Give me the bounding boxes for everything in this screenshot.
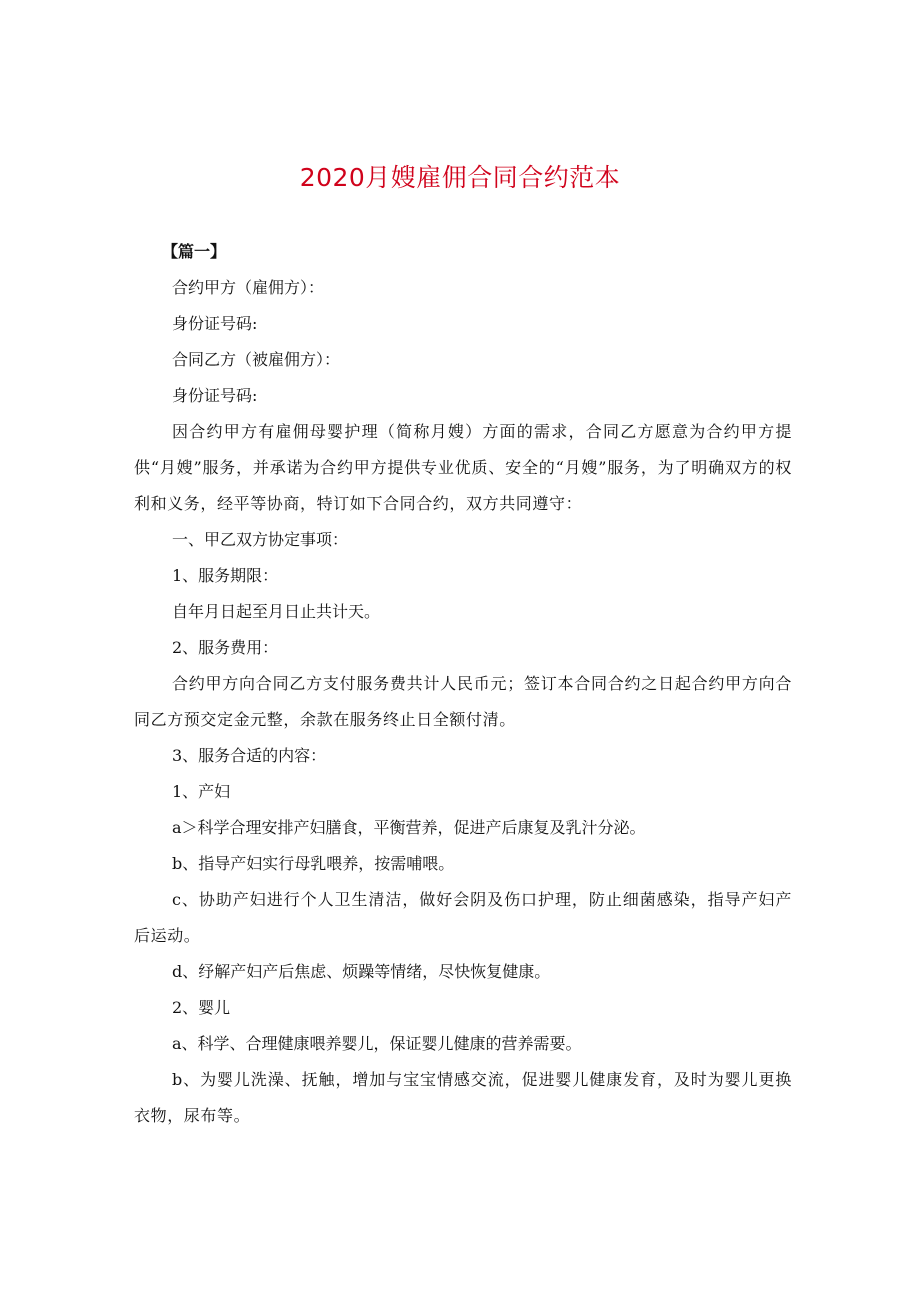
- mother-care-title: 1、产妇: [172, 782, 231, 801]
- section-label: 【篇一】: [162, 242, 227, 261]
- service-fee-title: 2、服务费用：: [172, 638, 279, 657]
- service-fee-text: 合约甲方向合同乙方支付服务费共计人民币元；签订本合同合约之日起合约甲方向合同乙方预交定金元整，余款在服务终止日全额付清。: [134, 674, 792, 729]
- service-period-text: 自年月日起至月日止共计天。: [172, 602, 381, 621]
- party-a-id-line: 身份证号码:: [172, 314, 258, 333]
- infant-care-item-b: b、为婴儿洗澡、抚触，增加与宝宝情感交流，促进婴儿健康发育，及时为婴儿更换衣物，尿布等。: [134, 1070, 792, 1125]
- infant-care-title: 2、婴儿: [172, 998, 231, 1017]
- service-period-title: 1、服务期限：: [172, 566, 279, 585]
- party-b-line: 合同乙方（被雇佣方）：: [172, 350, 341, 369]
- document-body: [134, 234, 792, 1134]
- service-content-title: 3、服务合适的内容：: [172, 746, 327, 765]
- mother-care-item-a: a＞科学合理安排产妇膳食，平衡营养，促进产后康复及乳汁分泌。: [172, 818, 646, 837]
- intro-paragraph: 因合约甲方有雇佣母婴护理（简称月嫂）方面的需求，合同乙方愿意为合约甲方提供“月嫂”服务，并承诺为合约甲方提供专业优质、安全的“月嫂”服务，为了明确双方的权利和义务，经平等协商，特订如下合同合约，双方共同遵守：: [134, 422, 792, 513]
- mother-care-item-c: c、协助产妇进行个人卫生清洁，做好会阴及伤口护理，防止细菌感染，指导产妇产后运动。: [134, 890, 792, 945]
- mother-care-item-d: d、纾解产妇产后焦虑、烦躁等情绪，尽快恢复健康。: [172, 962, 551, 981]
- mother-care-item-b: b、指导产妇实行母乳喂养，按需哺喂。: [172, 854, 455, 873]
- infant-care-item-a: a、科学、合理健康喂养婴儿，保证婴儿健康的营养需要。: [172, 1034, 582, 1053]
- heading-agreement-items: 一、甲乙双方协定事项：: [172, 530, 349, 549]
- document-title: 2020月嫂雇佣合同合约范本: [299, 163, 621, 192]
- party-a-line: 合约甲方（雇佣方）：: [172, 278, 325, 297]
- party-b-id-line: 身份证号码:: [172, 386, 258, 405]
